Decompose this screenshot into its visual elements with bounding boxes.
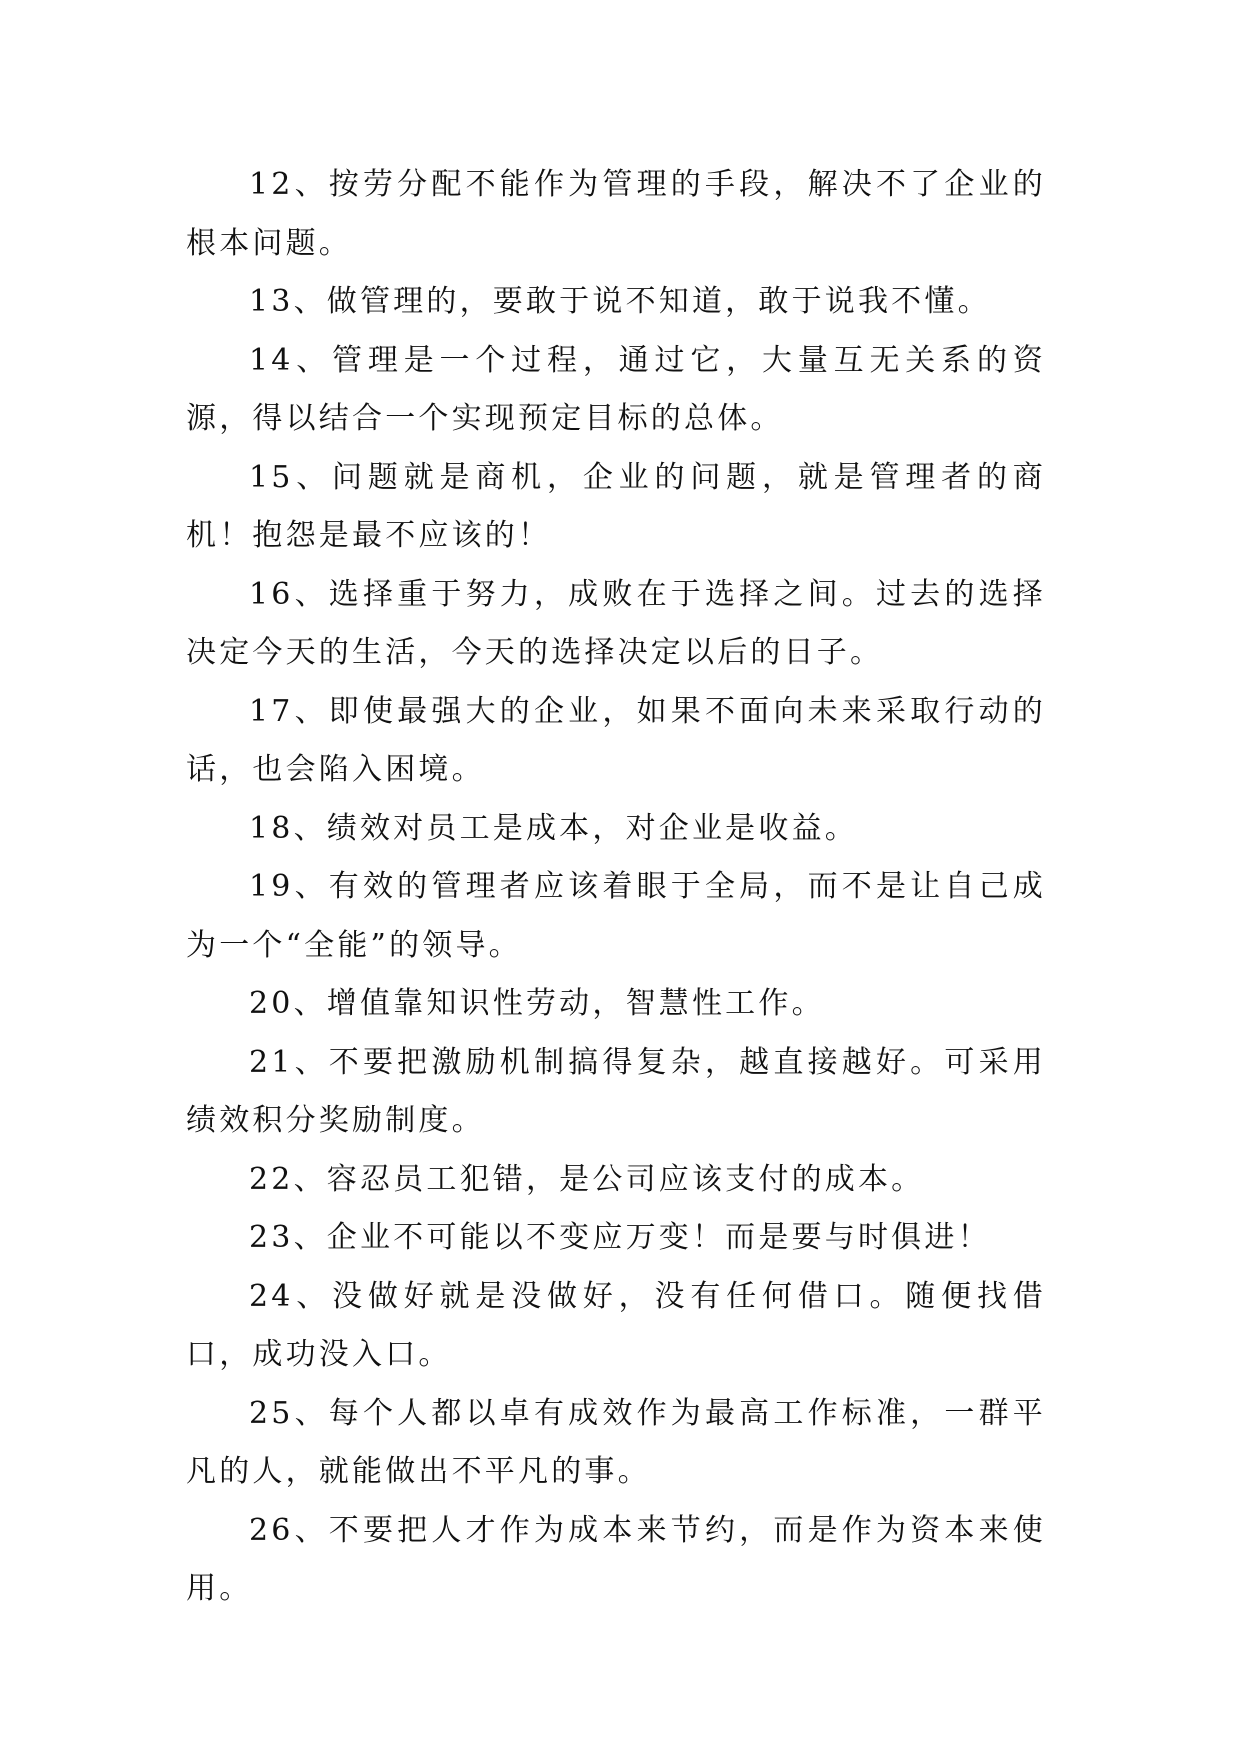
paragraph-15: 15、问题就是商机，企业的问题，就是管理者的商机！抱怨是最不应该的！ <box>186 459 1046 553</box>
paragraph-12: 12、按劳分配不能作为管理的手段，解决不了企业的根本问题。 <box>186 167 1046 261</box>
paragraph-25: 25、每个人都以卓有成效作为最高工作标准，一群平凡的人，就能做出不平凡的事。 <box>186 1395 1046 1489</box>
paragraph-22: 22、容忍员工犯错，是公司应该支付的成本。 <box>249 1161 925 1197</box>
paragraph-13: 13、做管理的，要敢于说不知道，敢于说我不懂。 <box>249 284 991 319</box>
paragraph-26: 26、不要把人才作为成本来节约，而是作为资本来使用。 <box>186 1512 1046 1606</box>
paragraph-24: 24、没做好就是没做好，没有任何借口。随便找借口，成功没入口。 <box>186 1278 1046 1372</box>
document-body <box>186 156 1046 1619</box>
paragraph-14: 14、管理是一个过程，通过它，大量互无关系的资源，得以结合一个实现预定目标的总体。 <box>186 342 1046 436</box>
paragraph-23: 23、企业不可能以不变应万变！而是要与时俱进！ <box>249 1220 991 1255</box>
paragraph-18: 18、绩效对员工是成本，对企业是收益。 <box>249 810 858 846</box>
paragraph-17: 17、即使最强大的企业，如果不面向未来采取行动的话，也会陷入困境。 <box>186 693 1046 787</box>
paragraph-19: 19、有效的管理者应该着眼于全局，而不是让自己成为一个“全能”的领导。 <box>186 869 1046 963</box>
paragraph-21: 21、不要把激励机制搞得复杂，越直接越好。可采用绩效积分奖励制度。 <box>186 1044 1046 1138</box>
paragraph-16: 16、选择重于努力，成败在于选择之间。过去的选择决定今天的生活，今天的选择决定以后的日子。 <box>186 576 1046 670</box>
paragraph-20: 20、增值靠知识性劳动，智慧性工作。 <box>249 986 825 1021</box>
